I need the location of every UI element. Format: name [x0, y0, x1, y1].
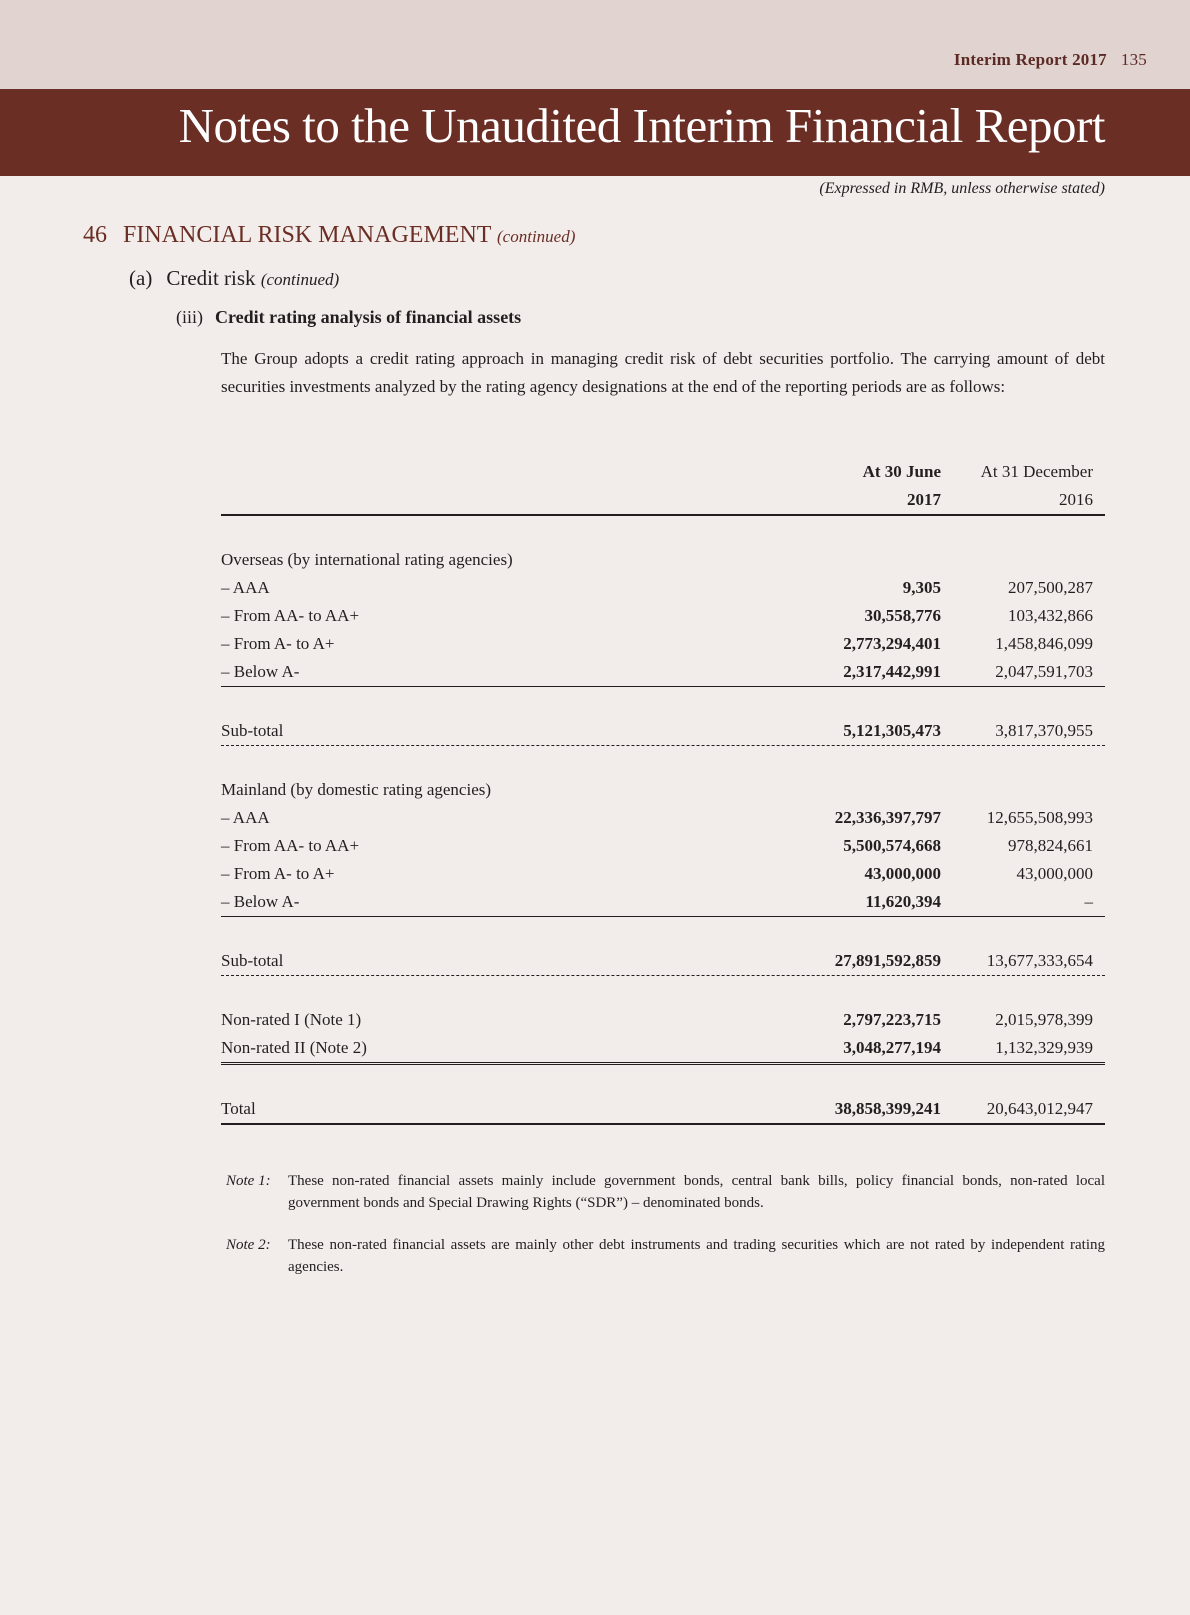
- col-year-2017: 2017: [907, 490, 941, 509]
- value-2016: 2,047,591,703: [995, 662, 1093, 681]
- value-2016: 2,015,978,399: [995, 1010, 1093, 1029]
- row-label: Non-rated I (Note 1): [221, 1010, 362, 1029]
- value-2017: 5,500,574,668: [843, 836, 941, 855]
- subsubsection-heading: [176, 307, 521, 328]
- nonrated-row: [221, 1034, 1105, 1065]
- value-2016: 207,500,287: [1008, 578, 1093, 597]
- value-2016: 978,824,661: [1008, 836, 1093, 855]
- table-row: [221, 888, 1105, 917]
- running-head: [954, 50, 1147, 70]
- overseas-heading: Overseas (by international rating agencies): [221, 550, 513, 569]
- page-number: 135: [1120, 50, 1147, 69]
- note-text: These non-rated financial assets are mainly other debt instruments and trading securities which are not rated by independent rating agencies.: [288, 1237, 1105, 1275]
- table-row: [221, 630, 1105, 658]
- value-2016: 103,432,866: [1008, 606, 1093, 625]
- note-1: [221, 1170, 1105, 1214]
- total-row: [221, 1095, 1105, 1125]
- value-2017: 2,317,442,991: [843, 662, 941, 681]
- value-2017: 3,048,277,194: [843, 1038, 941, 1057]
- note-label: Note 2:: [226, 1237, 271, 1253]
- section-heading: [83, 222, 575, 249]
- row-label: – Below A-: [221, 892, 300, 911]
- value-2016: 3,817,370,955: [995, 721, 1093, 740]
- page-title: Notes to the Unaudited Interim Financial Report: [178, 98, 1105, 153]
- row-label: – AAA: [221, 578, 270, 597]
- value-2016: –: [1084, 892, 1093, 911]
- value-2017: 43,000,000: [864, 864, 941, 883]
- value-2017: 11,620,394: [865, 892, 941, 911]
- note-text: These non-rated financial assets mainly include government bonds, central bank bills, policy financial bonds, non-rated local government bonds and Special Drawing Rights (“SDR”) – denominated bonds.: [288, 1173, 1105, 1211]
- col-header-2017: At 30 June: [862, 462, 941, 481]
- table-row: [221, 574, 1105, 602]
- footnotes: [221, 1170, 1105, 1298]
- table-row: [221, 832, 1105, 860]
- value-2017: 38,858,399,241: [834, 1099, 941, 1118]
- value-2017: 5,121,305,473: [843, 721, 941, 740]
- subsection-heading: [129, 266, 339, 291]
- value-2016: 43,000,000: [1016, 864, 1093, 883]
- table-row: [221, 602, 1105, 630]
- row-label: – From AA- to AA+: [221, 606, 360, 625]
- overseas-subtotal-row: [221, 717, 1105, 746]
- mainland-subtotal-row: [221, 947, 1105, 976]
- credit-rating-table: [221, 458, 1105, 1125]
- currency-note: (Expressed in RMB, unless otherwise stated): [819, 180, 1105, 197]
- subsubsection-label: (iii): [176, 307, 203, 327]
- intro-paragraph: The Group adopts a credit rating approach in managing credit risk of debt securities portfolio. The carrying amount of debt securities investments analyzed by the rating agency designations at the end of the reporting periods are as follows:: [221, 349, 1105, 396]
- section-continued: (continued): [497, 227, 576, 246]
- subsection-title: Credit risk: [166, 266, 256, 290]
- section-number: 46: [83, 222, 107, 248]
- value-2016: 12,655,508,993: [986, 808, 1093, 827]
- row-label: Sub-total: [221, 951, 284, 970]
- overseas-heading-row: [221, 546, 1105, 574]
- value-2017: 9,305: [902, 578, 941, 597]
- row-label: – Below A-: [221, 662, 300, 681]
- row-label: Total: [221, 1099, 256, 1118]
- value-2017: 2,797,223,715: [843, 1010, 941, 1029]
- row-label: Non-rated II (Note 2): [221, 1038, 367, 1057]
- value-2016: 1,458,846,099: [995, 634, 1093, 653]
- row-label: – AAA: [221, 808, 270, 827]
- table-row: [221, 658, 1105, 687]
- value-2017: 30,558,776: [864, 606, 941, 625]
- value-2017: 2,773,294,401: [843, 634, 941, 653]
- header-band: [0, 0, 1190, 89]
- row-label: Sub-total: [221, 721, 284, 740]
- table-row: [221, 804, 1105, 832]
- value-2016: 20,643,012,947: [986, 1099, 1093, 1118]
- value-2016: 13,677,333,654: [986, 951, 1093, 970]
- value-2016: 1,132,329,939: [995, 1038, 1093, 1057]
- table-header-row-1: [221, 458, 1105, 486]
- subsubsection-title: Credit rating analysis of financial assets: [215, 307, 522, 327]
- value-2017: 27,891,592,859: [834, 951, 941, 970]
- note-label: Note 1:: [226, 1173, 271, 1189]
- mainland-heading: Mainland (by domestic rating agencies): [221, 780, 492, 799]
- note-2: [221, 1234, 1105, 1278]
- row-label: – From A- to A+: [221, 864, 335, 883]
- title-band: [0, 89, 1190, 176]
- table-row: [221, 860, 1105, 888]
- table-header-row-2: [221, 486, 1105, 516]
- col-header-2016: At 31 December: [980, 462, 1093, 481]
- section-title: FINANCIAL RISK MANAGEMENT: [123, 222, 492, 248]
- nonrated-row: [221, 1006, 1105, 1034]
- running-title: Interim Report 2017: [953, 50, 1107, 69]
- row-label: – From A- to A+: [221, 634, 335, 653]
- subsection-label: (a): [129, 266, 153, 290]
- value-2017: 22,336,397,797: [834, 808, 941, 827]
- col-year-2016: 2016: [1059, 490, 1093, 509]
- mainland-heading-row: [221, 776, 1105, 804]
- row-label: – From AA- to AA+: [221, 836, 360, 855]
- subsection-continued: (continued): [260, 270, 340, 289]
